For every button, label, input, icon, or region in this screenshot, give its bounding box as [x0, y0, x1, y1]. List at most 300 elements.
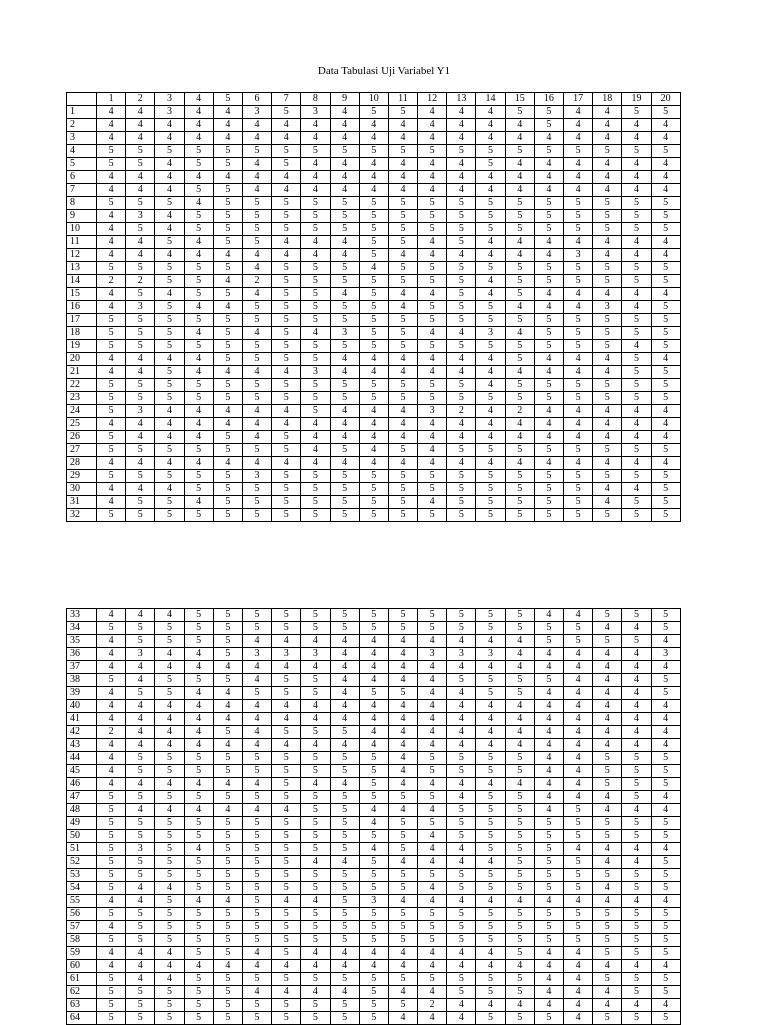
table-cell: 5 — [447, 752, 476, 765]
table-cell: 5 — [388, 999, 417, 1012]
table-cell: 5 — [272, 353, 301, 366]
table-cell: 4 — [564, 288, 593, 301]
table-cell: 4 — [388, 249, 417, 262]
table-cell: 5 — [301, 262, 330, 275]
table-cell: 4 — [155, 648, 184, 661]
row-number: 14 — [67, 275, 97, 288]
table-cell: 5 — [388, 817, 417, 830]
table-cell: 5 — [418, 392, 447, 405]
table-cell: 5 — [447, 869, 476, 882]
table-cell: 4 — [155, 778, 184, 791]
row-number: 63 — [67, 999, 97, 1012]
table-cell: 4 — [564, 661, 593, 674]
table-cell: 4 — [272, 366, 301, 379]
table-cell: 5 — [97, 869, 126, 882]
table-cell: 5 — [534, 223, 563, 236]
table-cell: 5 — [447, 288, 476, 301]
table-cell: 4 — [126, 353, 155, 366]
column-header: 13 — [447, 93, 476, 106]
table-cell: 4 — [388, 986, 417, 999]
table-cell: 5 — [155, 765, 184, 778]
table-cell: 5 — [330, 379, 359, 392]
column-header-row — [67, 93, 681, 106]
table-cell: 4 — [388, 947, 417, 960]
table-cell: 4 — [330, 119, 359, 132]
table-cell: 4 — [651, 418, 680, 431]
row-number: 8 — [67, 197, 97, 210]
table-cell: 5 — [213, 496, 242, 509]
table-cell: 5 — [213, 869, 242, 882]
table-cell: 5 — [184, 882, 213, 895]
table-cell: 5 — [476, 301, 505, 314]
table-cell: 4 — [447, 700, 476, 713]
table-cell: 4 — [622, 132, 651, 145]
table-cell: 5 — [564, 622, 593, 635]
table-cell: 4 — [418, 830, 447, 843]
table-cell: 4 — [476, 726, 505, 739]
table-cell: 4 — [155, 405, 184, 418]
column-header: 5 — [213, 93, 242, 106]
table-cell: 5 — [272, 726, 301, 739]
table-cell: 4 — [155, 960, 184, 973]
table-cell: 5 — [476, 765, 505, 778]
table-cell: 4 — [447, 661, 476, 674]
table-cell: 5 — [476, 223, 505, 236]
table-cell: 4 — [593, 739, 622, 752]
table-cell: 5 — [622, 353, 651, 366]
table-cell: 4 — [184, 366, 213, 379]
table-cell: 5 — [272, 973, 301, 986]
table-cell: 4 — [301, 947, 330, 960]
table-cell: 5 — [184, 262, 213, 275]
table-cell: 5 — [534, 340, 563, 353]
table-cell: 5 — [447, 817, 476, 830]
table-cell: 5 — [388, 340, 417, 353]
table-row — [67, 986, 681, 999]
table-cell: 4 — [476, 132, 505, 145]
row-number: 21 — [67, 366, 97, 379]
table-cell: 4 — [476, 431, 505, 444]
table-cell: 4 — [447, 739, 476, 752]
table-row — [67, 700, 681, 713]
table-cell: 5 — [447, 197, 476, 210]
table-cell: 5 — [126, 444, 155, 457]
table-cell: 5 — [505, 908, 534, 921]
table-cell: 5 — [242, 882, 271, 895]
table-cell: 3 — [330, 327, 359, 340]
table-cell: 5 — [155, 444, 184, 457]
table-cell: 5 — [388, 509, 417, 522]
table-cell: 5 — [126, 340, 155, 353]
row-number: 11 — [67, 236, 97, 249]
table-cell: 5 — [359, 921, 388, 934]
table-cell: 4 — [388, 1012, 417, 1025]
table-cell: 4 — [359, 635, 388, 648]
table-cell: 5 — [330, 622, 359, 635]
table-cell: 5 — [301, 288, 330, 301]
table-cell: 4 — [126, 895, 155, 908]
table-cell: 5 — [359, 830, 388, 843]
row-number: 43 — [67, 739, 97, 752]
table-row — [67, 275, 681, 288]
table-cell: 5 — [359, 249, 388, 262]
table-cell: 5 — [330, 444, 359, 457]
table-cell: 4 — [505, 171, 534, 184]
table-cell: 5 — [622, 509, 651, 522]
table-cell: 4 — [388, 635, 417, 648]
table-row — [67, 960, 681, 973]
table-cell: 5 — [447, 882, 476, 895]
table-cell: 5 — [593, 470, 622, 483]
table-cell: 5 — [213, 509, 242, 522]
table-row — [67, 444, 681, 457]
table-cell: 5 — [388, 483, 417, 496]
table-cell: 4 — [155, 132, 184, 145]
table-cell: 4 — [534, 999, 563, 1012]
table-cell: 4 — [242, 119, 271, 132]
table-cell: 5 — [388, 973, 417, 986]
table-cell: 5 — [505, 882, 534, 895]
table-cell: 4 — [184, 327, 213, 340]
table-cell: 4 — [213, 457, 242, 470]
table-cell: 4 — [155, 288, 184, 301]
table-cell: 4 — [126, 713, 155, 726]
table-cell: 5 — [447, 223, 476, 236]
table-cell: 4 — [447, 106, 476, 119]
row-number: 23 — [67, 392, 97, 405]
table-cell: 4 — [447, 999, 476, 1012]
table-cell: 5 — [564, 934, 593, 947]
table-cell: 5 — [622, 882, 651, 895]
table-cell: 4 — [242, 158, 271, 171]
table-cell: 5 — [593, 752, 622, 765]
table-cell: 5 — [359, 145, 388, 158]
table-cell: 5 — [534, 483, 563, 496]
table-cell: 4 — [622, 648, 651, 661]
table-cell: 4 — [418, 674, 447, 687]
table-cell: 5 — [359, 882, 388, 895]
table-cell: 5 — [388, 327, 417, 340]
table-cell: 5 — [242, 752, 271, 765]
table-cell: 5 — [651, 314, 680, 327]
table-cell: 4 — [155, 726, 184, 739]
table-cell: 4 — [272, 713, 301, 726]
table-cell: 4 — [272, 960, 301, 973]
table-cell: 5 — [184, 275, 213, 288]
table-cell: 5 — [242, 999, 271, 1012]
table-cell: 4 — [418, 635, 447, 648]
table-cell: 5 — [184, 223, 213, 236]
table-cell: 5 — [126, 158, 155, 171]
table-cell: 5 — [651, 496, 680, 509]
table-cell: 3 — [126, 405, 155, 418]
table-cell: 4 — [155, 184, 184, 197]
table-cell: 5 — [213, 145, 242, 158]
table-row — [67, 947, 681, 960]
table-cell: 4 — [564, 778, 593, 791]
table-cell: 5 — [359, 275, 388, 288]
table-cell: 4 — [97, 765, 126, 778]
table-cell: 4 — [213, 249, 242, 262]
table-cell: 5 — [534, 509, 563, 522]
table-cell: 4 — [272, 184, 301, 197]
table-cell: 3 — [301, 106, 330, 119]
table-cell: 4 — [447, 791, 476, 804]
row-number: 64 — [67, 1012, 97, 1025]
table-cell: 5 — [447, 830, 476, 843]
table-cell: 4 — [330, 457, 359, 470]
table-cell: 4 — [476, 275, 505, 288]
table-cell: 5 — [388, 609, 417, 622]
table-cell: 4 — [126, 457, 155, 470]
table-cell: 4 — [242, 778, 271, 791]
table-cell: 5 — [272, 314, 301, 327]
table-cell: 5 — [447, 145, 476, 158]
table-cell: 5 — [505, 674, 534, 687]
table-cell: 5 — [418, 275, 447, 288]
table-cell: 5 — [418, 973, 447, 986]
table-cell: 5 — [359, 791, 388, 804]
table-cell: 5 — [359, 288, 388, 301]
table-cell: 5 — [476, 262, 505, 275]
table-cell: 5 — [388, 908, 417, 921]
table-cell: 4 — [651, 960, 680, 973]
table-cell: 5 — [651, 444, 680, 457]
table-cell: 4 — [213, 960, 242, 973]
table-cell: 4 — [272, 804, 301, 817]
table-cell: 4 — [359, 418, 388, 431]
table-cell: 5 — [359, 106, 388, 119]
table-cell: 5 — [242, 483, 271, 496]
table-cell: 5 — [184, 921, 213, 934]
table-cell: 5 — [301, 999, 330, 1012]
table-cell: 3 — [155, 106, 184, 119]
table-cell: 5 — [126, 262, 155, 275]
table-cell: 5 — [272, 999, 301, 1012]
table-cell: 4 — [534, 804, 563, 817]
table-cell: 5 — [593, 973, 622, 986]
table-cell: 5 — [301, 379, 330, 392]
table-cell: 4 — [97, 353, 126, 366]
table-cell: 5 — [213, 353, 242, 366]
table-cell: 4 — [184, 301, 213, 314]
table-cell: 5 — [301, 934, 330, 947]
table-cell: 4 — [97, 752, 126, 765]
table-cell: 4 — [476, 171, 505, 184]
table-cell: 4 — [593, 249, 622, 262]
table-cell: 4 — [388, 353, 417, 366]
table-cell: 5 — [213, 882, 242, 895]
table-cell: 4 — [534, 431, 563, 444]
table-cell: 4 — [447, 726, 476, 739]
table-cell: 5 — [213, 648, 242, 661]
table-cell: 5 — [359, 934, 388, 947]
table-cell: 4 — [126, 973, 155, 986]
table-cell: 5 — [476, 392, 505, 405]
table-cell: 5 — [505, 470, 534, 483]
table-cell: 4 — [97, 895, 126, 908]
table-cell: 4 — [505, 739, 534, 752]
table-cell: 5 — [651, 921, 680, 934]
table-row — [67, 713, 681, 726]
table-cell: 5 — [97, 674, 126, 687]
table-cell: 5 — [155, 301, 184, 314]
table-cell: 5 — [155, 986, 184, 999]
table-cell: 5 — [272, 106, 301, 119]
table-cell: 4 — [651, 791, 680, 804]
table-cell: 5 — [272, 431, 301, 444]
table-cell: 5 — [651, 752, 680, 765]
table-cell: 5 — [155, 856, 184, 869]
table-cell: 4 — [97, 960, 126, 973]
table-cell: 5 — [301, 687, 330, 700]
table-cell: 5 — [505, 275, 534, 288]
table-cell: 5 — [534, 496, 563, 509]
table-cell: 5 — [330, 804, 359, 817]
table-row — [67, 262, 681, 275]
table-cell: 4 — [505, 366, 534, 379]
table-cell: 5 — [242, 895, 271, 908]
table-cell: 4 — [242, 804, 271, 817]
table-cell: 4 — [126, 119, 155, 132]
table-cell: 4 — [418, 700, 447, 713]
table-cell: 4 — [213, 713, 242, 726]
table-cell: 5 — [651, 687, 680, 700]
table-cell: 4 — [97, 119, 126, 132]
table-cell: 4 — [622, 804, 651, 817]
table-cell: 4 — [330, 648, 359, 661]
table-cell: 5 — [97, 392, 126, 405]
table-cell: 4 — [534, 791, 563, 804]
table-cell: 4 — [505, 960, 534, 973]
table-cell: 4 — [476, 635, 505, 648]
table-cell: 4 — [242, 635, 271, 648]
table-cell: 4 — [388, 457, 417, 470]
table-cell: 4 — [476, 353, 505, 366]
table-cell: 4 — [418, 236, 447, 249]
table-cell: 5 — [418, 340, 447, 353]
table-cell: 4 — [213, 171, 242, 184]
table-cell: 4 — [272, 236, 301, 249]
table-cell: 4 — [126, 132, 155, 145]
table-cell: 4 — [534, 726, 563, 739]
table-cell: 5 — [184, 830, 213, 843]
table-row — [67, 470, 681, 483]
table-cell: 5 — [213, 999, 242, 1012]
table-cell: 5 — [622, 765, 651, 778]
table-cell: 5 — [651, 830, 680, 843]
table-cell: 4 — [418, 947, 447, 960]
table-cell: 5 — [242, 197, 271, 210]
row-number: 51 — [67, 843, 97, 856]
table-cell: 5 — [184, 791, 213, 804]
table-cell: 5 — [126, 752, 155, 765]
table-cell: 5 — [534, 197, 563, 210]
table-cell: 4 — [447, 687, 476, 700]
table-cell: 5 — [447, 210, 476, 223]
table-row — [67, 288, 681, 301]
table-cell: 5 — [476, 1012, 505, 1025]
table-cell: 4 — [593, 184, 622, 197]
table-cell: 5 — [359, 908, 388, 921]
table-cell: 5 — [213, 791, 242, 804]
table-cell: 5 — [418, 609, 447, 622]
table-cell: 5 — [388, 236, 417, 249]
table-cell: 4 — [97, 609, 126, 622]
table-cell: 4 — [155, 609, 184, 622]
table-cell: 5 — [622, 869, 651, 882]
table-cell: 4 — [184, 726, 213, 739]
table-cell: 4 — [534, 353, 563, 366]
table-cell: 4 — [330, 674, 359, 687]
table-cell: 4 — [213, 119, 242, 132]
table-cell: 4 — [97, 778, 126, 791]
table-cell: 4 — [622, 674, 651, 687]
table-cell: 5 — [213, 236, 242, 249]
table-cell: 5 — [651, 1012, 680, 1025]
table-cell: 4 — [213, 661, 242, 674]
row-number: 36 — [67, 648, 97, 661]
table-cell: 5 — [359, 687, 388, 700]
table-cell: 5 — [97, 262, 126, 275]
row-number: 46 — [67, 778, 97, 791]
table-cell: 4 — [651, 158, 680, 171]
table-cell: 5 — [213, 947, 242, 960]
table-cell: 4 — [242, 947, 271, 960]
table-cell: 4 — [447, 366, 476, 379]
table-cell: 4 — [505, 184, 534, 197]
table-cell: 5 — [155, 236, 184, 249]
table-cell: 5 — [126, 765, 155, 778]
table-cell: 4 — [593, 700, 622, 713]
table-cell: 4 — [651, 895, 680, 908]
table-cell: 4 — [242, 184, 271, 197]
row-number: 7 — [67, 184, 97, 197]
table-cell: 4 — [476, 184, 505, 197]
table-cell: 5 — [622, 470, 651, 483]
table-cell: 5 — [505, 483, 534, 496]
table-cell: 4 — [622, 726, 651, 739]
table-cell: 4 — [388, 661, 417, 674]
table-cell: 5 — [418, 210, 447, 223]
table-cell: 5 — [184, 934, 213, 947]
table-cell: 5 — [505, 791, 534, 804]
table-cell: 4 — [505, 726, 534, 739]
table-cell: 4 — [593, 236, 622, 249]
table-cell: 4 — [184, 405, 213, 418]
table-cell: 4 — [301, 713, 330, 726]
table-cell: 4 — [534, 236, 563, 249]
table-cell: 4 — [593, 132, 622, 145]
table-cell: 5 — [593, 197, 622, 210]
table-cell: 4 — [388, 405, 417, 418]
table-cell: 5 — [242, 444, 271, 457]
table-cell: 5 — [564, 483, 593, 496]
table-cell: 4 — [242, 726, 271, 739]
table-cell: 5 — [505, 262, 534, 275]
table-row — [67, 197, 681, 210]
table-cell: 4 — [126, 700, 155, 713]
table-cell: 5 — [505, 856, 534, 869]
table-cell: 4 — [97, 223, 126, 236]
table-cell: 5 — [505, 869, 534, 882]
table-cell: 4 — [155, 739, 184, 752]
table-cell: 5 — [476, 843, 505, 856]
table-cell: 4 — [418, 431, 447, 444]
table-cell: 5 — [97, 470, 126, 483]
table-cell: 4 — [534, 739, 563, 752]
table-row — [67, 895, 681, 908]
